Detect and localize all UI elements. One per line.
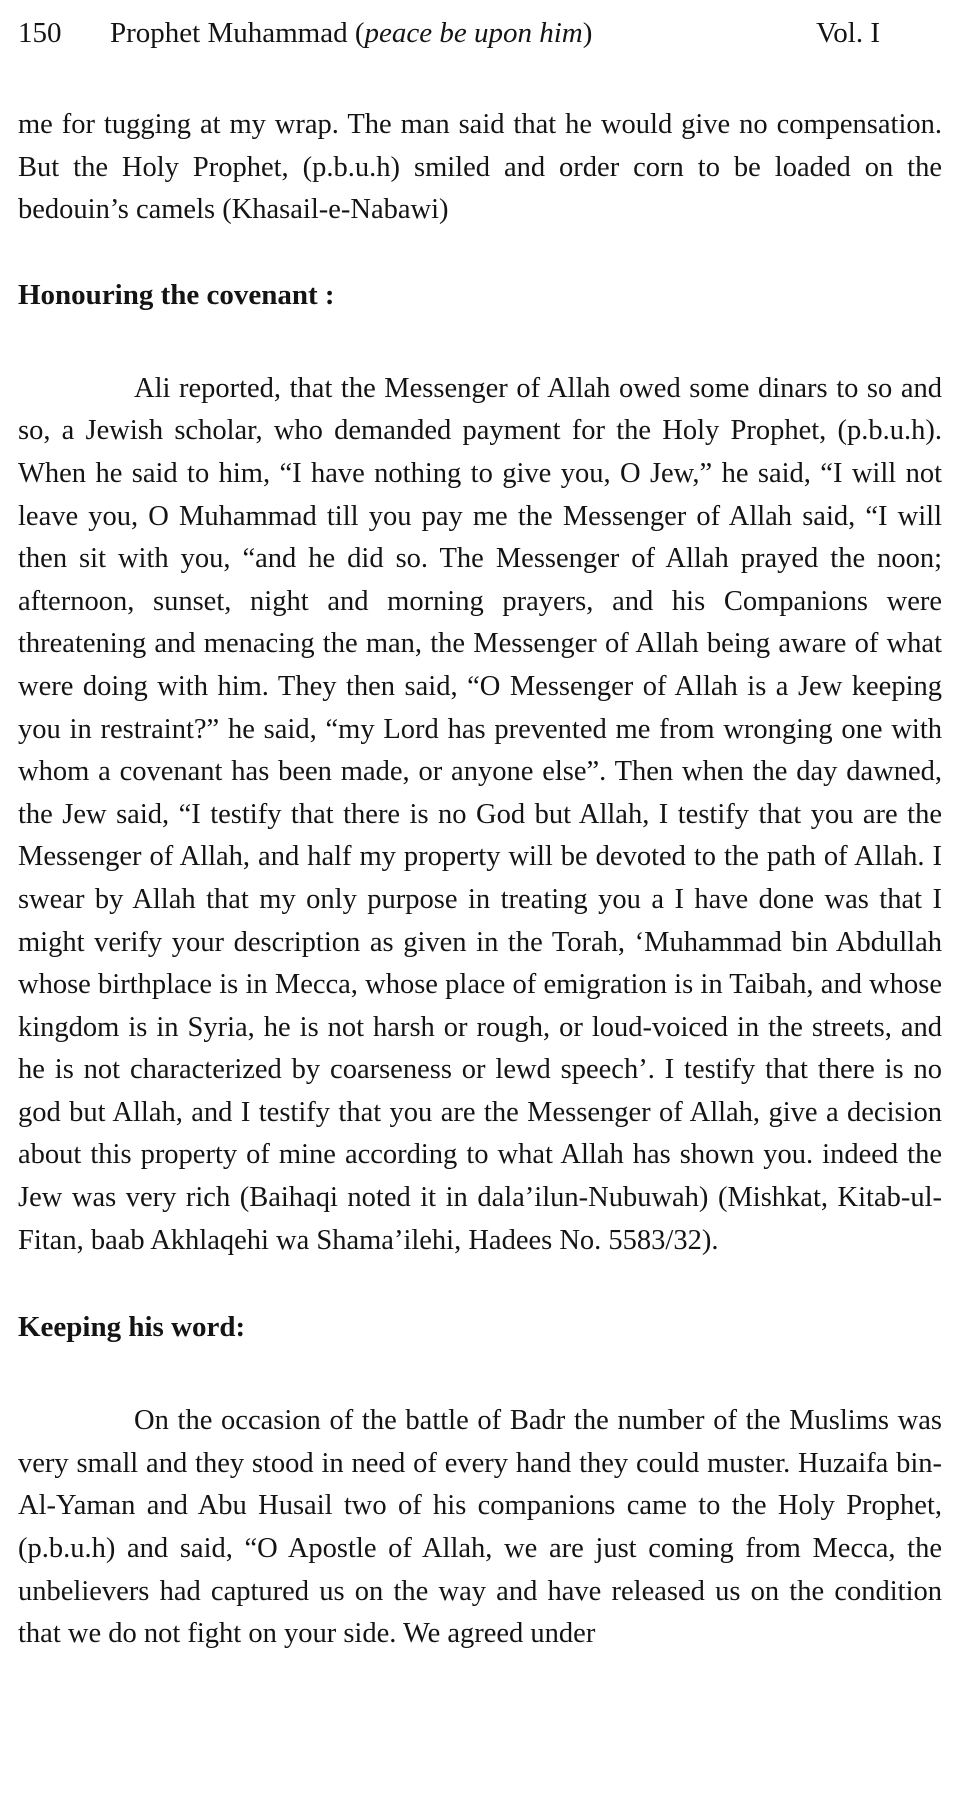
book-title-close: ) xyxy=(582,17,593,49)
intro-paragraph: me for tugging at my wrap. The man said that he would give no compensation. But the Holy Prophet, (p.b.u.h) smiled and order corn to be loaded on the bedouin’s camels (Khasail-e-Nabawi) xyxy=(18,109,942,226)
section-heading-keeping-word: Keeping his word: xyxy=(18,1311,246,1344)
book-title-text: Prophet Muhammad ( xyxy=(110,17,365,49)
section-heading-covenant: Honouring the covenant : xyxy=(18,278,335,311)
volume-label: Vol. I xyxy=(816,17,880,49)
keeping-word-paragraph: On the occasion of the battle of Badr the number of the Muslims was very small and they stood in need of every hand they could muster. Huzaifa bin-Al-Yaman and Abu Husail two of his companions came to the Holy Prophet, (p.b.u.h) and said, “O Apostle of Allah, we are just coming from Mecca, the unbelievers had captured us on the way and have released us on the condition that we do not fight on your side. We agreed under xyxy=(18,1405,942,1650)
running-header xyxy=(18,8,942,58)
book-title xyxy=(110,8,592,58)
book-title-italic: peace be upon him xyxy=(364,17,583,49)
page-number: 150 xyxy=(18,17,62,49)
covenant-paragraph: Ali reported, that the Messenger of Allah owed some dinars to so and so, a Jewish scholar, who demanded payment for the Holy Prophet, (p.b.u.h). When he said to him, “I have nothing to give you, O Jew,” he said, “I will not leave you, O Muhammad till you pay me the Messenger of Allah said, “I will then sit with you, “and he did so. The Messenger of Allah prayed the noon; afternoon, sunset, night and morning prayers, and his Companions were threatening and menacing the man, the Messenger of Allah being aware of what were doing with him. They then said, “O Messenger of Allah is a Jew keeping you in restraint?” he said, “my Lord has prevented me from wronging one with whom a covenant has been made, or anyone else”. Then when the day dawned, the Jew said, “I testify that there is no God but Allah, I testify that you are the Messenger of Allah, and half my property will be devoted to the path of Allah. I swear by Allah that my only purpose in treating you a I have done was that I might verify your description as given in the Torah, ‘Muhammad bin Abdullah whose birthplace is in Mecca, whose place of emigration is in Taibah, and whose kingdom is in Syria, he is not harsh or rough, or loud-voiced in the streets, and he is not characterized by coarseness or lewd speech’. I testify that there is no god but Allah, and I testify that you are the Messenger of Allah, give a decision about this property of mine according to what Allah has shown you. indeed the Jew was very rich (Baihaqi noted it in dala’ilun-Nubuwah) (Mishkat, Kitab-ul-Fitan, baab Akhlaqehi wa Shama’ilehi, Hadees No. 5583/32). xyxy=(18,372,942,1256)
